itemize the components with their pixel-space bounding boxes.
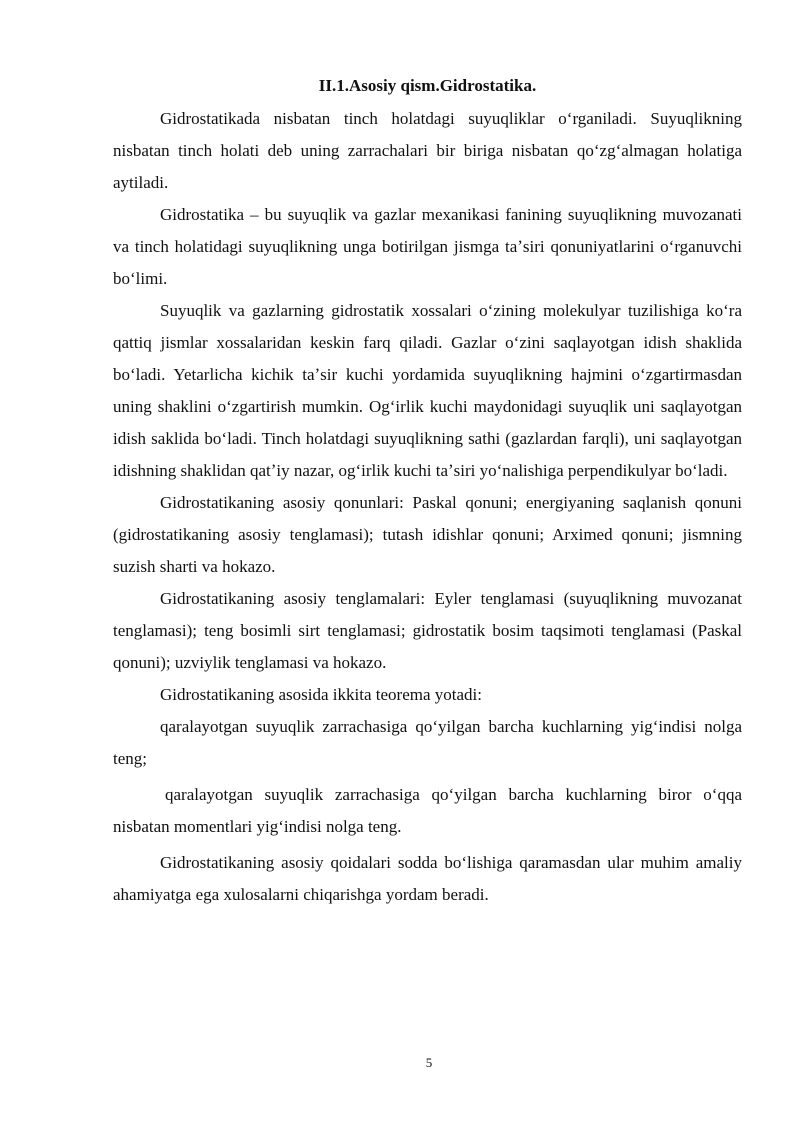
theorem-2: qaralayotgan suyuqlik zarrachasiga qoʻyilgan barcha kuchlarning biror oʻqqa nisbatan momentlari yigʻindisi nolga teng. bbox=[113, 785, 742, 836]
paragraph-3: Suyuqlik va gazlarning gidrostatik xossalari oʻzining molekulyar tuzilishiga koʻra qattiq jismlar xossalaridan keskin farq qiladi. Gazlar oʻzini saqlayotgan idish shaklida boʻladi. Yetarlicha kichik taʼsir kuchi yordamida suyuqlikning hajmini oʻzgartirmasdan uning shaklini oʻzgartirish mumkin. Ogʻirlik kuchi maydonidagi suyuqlik uni saqlayotgan idish saklida boʻladi. Tinch holatdagi suyuqlikning sathi (gazlardan farqli), uni saqlayotgan idishning shaklidan qatʼiy nazar, ogʻirlik kuchi taʼsiri yoʻnalishiga perpendikulyar boʻladi. bbox=[113, 301, 742, 480]
paragraph-1: Gidrostatikada nisbatan tinch holatdagi suyuqliklar oʻrganiladi. Suyuqlikning nisbatan tinch holati deb uning zarrachalari bir biriga nisbatan qoʻzgʻalmagan holatiga aytiladi. bbox=[113, 109, 742, 192]
paragraph-conclusion: Gidrostatikaning asosiy qoidalari sodda boʻlishiga qaramasdan ular muhim amaliy ahamiyatga ega xulosalarni chiqarishga yordam beradi. bbox=[113, 853, 742, 904]
section-title: II.1.Asosiy qism.Gidrostatika. bbox=[318, 76, 537, 95]
paragraph-6: Gidrostatikaning asosida ikkita teorema yotadi: bbox=[160, 685, 482, 704]
page-content bbox=[113, 75, 742, 911]
paragraph-5: Gidrostatikaning asosiy tenglamalari: Eyler tenglamasi (suyuqlikning muvozanat tenglamasi); teng bosimli sirt tenglamasi; gidrostatik bosim taqsimoti tenglamasi (Paskal qonuni); uzviylik tenglamasi va hokazo. bbox=[113, 589, 742, 672]
paragraph-4: Gidrostatikaning asosiy qonunlari: Paskal qonuni; energiyaning saqlanish qonuni (gidrostatikaning asosiy tenglamasi); tutash idishlar qonuni; Arximed qonuni; jismning suzish sharti va hokazo. bbox=[113, 493, 742, 576]
page-number: 5 bbox=[425, 1055, 433, 1070]
theorem-1: qaralayotgan suyuqlik zarrachasiga qoʻyilgan barcha kuchlarning yigʻindisi nolga teng; bbox=[113, 717, 742, 768]
paragraph-2: Gidrostatika – bu suyuqlik va gazlar mexanikasi fanining suyuqlikning muvozanati va tinch holatidagi suyuqlikning unga botirilgan jismga taʼsiri qonuniyatlarini oʻrganuvchi boʻlimi. bbox=[113, 205, 742, 288]
